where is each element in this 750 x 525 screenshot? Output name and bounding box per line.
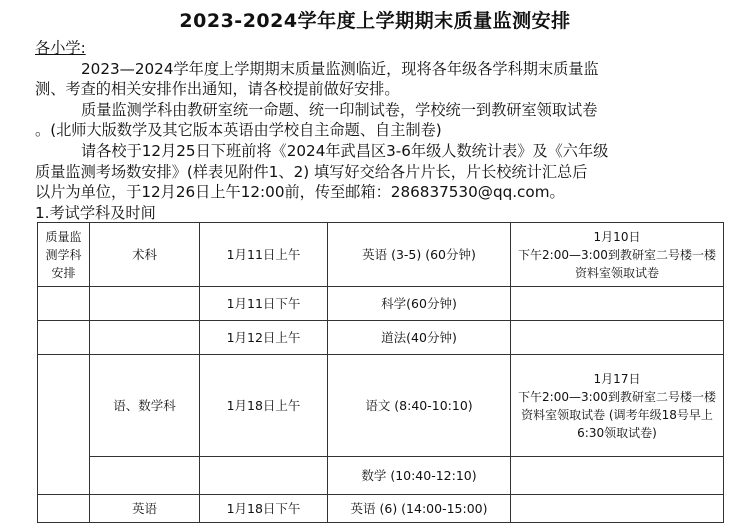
note-cell: 1月17日 下午2:00—3:00到教研室二号楼一楼资料室领取试卷 (调考年级18号早上6:30领取试卷): [511, 355, 724, 457]
empty-cell: [511, 321, 724, 355]
date-cell: 1月11日下午: [200, 287, 328, 321]
paragraph-1-line-1: 2023—2024学年度上学期期末质量监测临近，现将各年级各学科期末质量监: [81, 59, 599, 78]
date-cell: 1月11日上午: [200, 223, 328, 287]
notice-body: [35, 38, 730, 223]
group-cell: 语、数学科: [90, 355, 200, 457]
subject-cell: 道法(40分钟): [328, 321, 511, 355]
table-row: [38, 321, 724, 355]
table-row: [38, 287, 724, 321]
date-cell: 1月18日下午: [200, 495, 328, 523]
header-cell: 质量监测学科安排: [38, 223, 90, 287]
empty-cell: [38, 287, 90, 321]
empty-cell: [90, 457, 200, 495]
empty-cell: [38, 321, 90, 355]
subject-cell: 数学 (10:40-12:10): [328, 457, 511, 495]
table-row: [38, 355, 724, 457]
table-row: [38, 223, 724, 287]
subject-cell: 科学(60分钟): [328, 287, 511, 321]
table-row: [38, 457, 724, 495]
empty-cell: [38, 355, 90, 495]
section-heading: 1.考试学科及时间: [35, 203, 156, 222]
date-cell: 1月12日上午: [200, 321, 328, 355]
empty-cell: [200, 457, 328, 495]
paragraph-2-line-1: 质量监测学科由教研室统一命题、统一印制试卷，学校统一到教研室领取试卷: [81, 100, 598, 119]
page-title: 2023-2024学年度上学期期末质量监测安排: [179, 10, 571, 32]
note-cell: 1月10日 下午2:00—3:00到教研室二号楼一楼资料室领取试卷: [511, 223, 724, 287]
empty-cell: [90, 321, 200, 355]
paragraph-3-line-1: 请各校于12月25日下班前将《2024年武昌区3-6年级人数统计表》及《六年级: [81, 141, 609, 160]
table-row: [38, 495, 724, 523]
paragraph-2-line-2: 。(北师大版数学及其它版本英语由学校自主命题、自主制卷): [35, 121, 442, 140]
group-cell: 英语: [90, 495, 200, 523]
empty-cell: [511, 457, 724, 495]
group-cell: 术科: [90, 223, 200, 287]
empty-cell: [511, 287, 724, 321]
empty-cell: [38, 495, 90, 523]
date-cell: 1月18日上午: [200, 355, 328, 457]
paragraph-1-line-2: 测、考查的相关安排作出通知，请各校提前做好安排。: [35, 80, 400, 99]
empty-cell: [511, 495, 724, 523]
exam-schedule-table: [37, 222, 724, 523]
paragraph-3-line-3: 以片为单位，于12月26日上午12:00前，传至邮箱：286837530@qq.com。: [35, 183, 565, 202]
subject-cell: 语文 (8:40-10:10): [328, 355, 511, 457]
empty-cell: [90, 287, 200, 321]
salutation: 各小学:: [35, 39, 86, 57]
subject-cell: 英语 (6) (14:00-15:00): [328, 495, 511, 523]
paragraph-3-line-2: 质量监测考场数安排》(样表见附件1、2) 填写好交给各片片长，片长校统计汇总后: [35, 162, 588, 181]
subject-cell: 英语 (3-5) (60分钟): [328, 223, 511, 287]
